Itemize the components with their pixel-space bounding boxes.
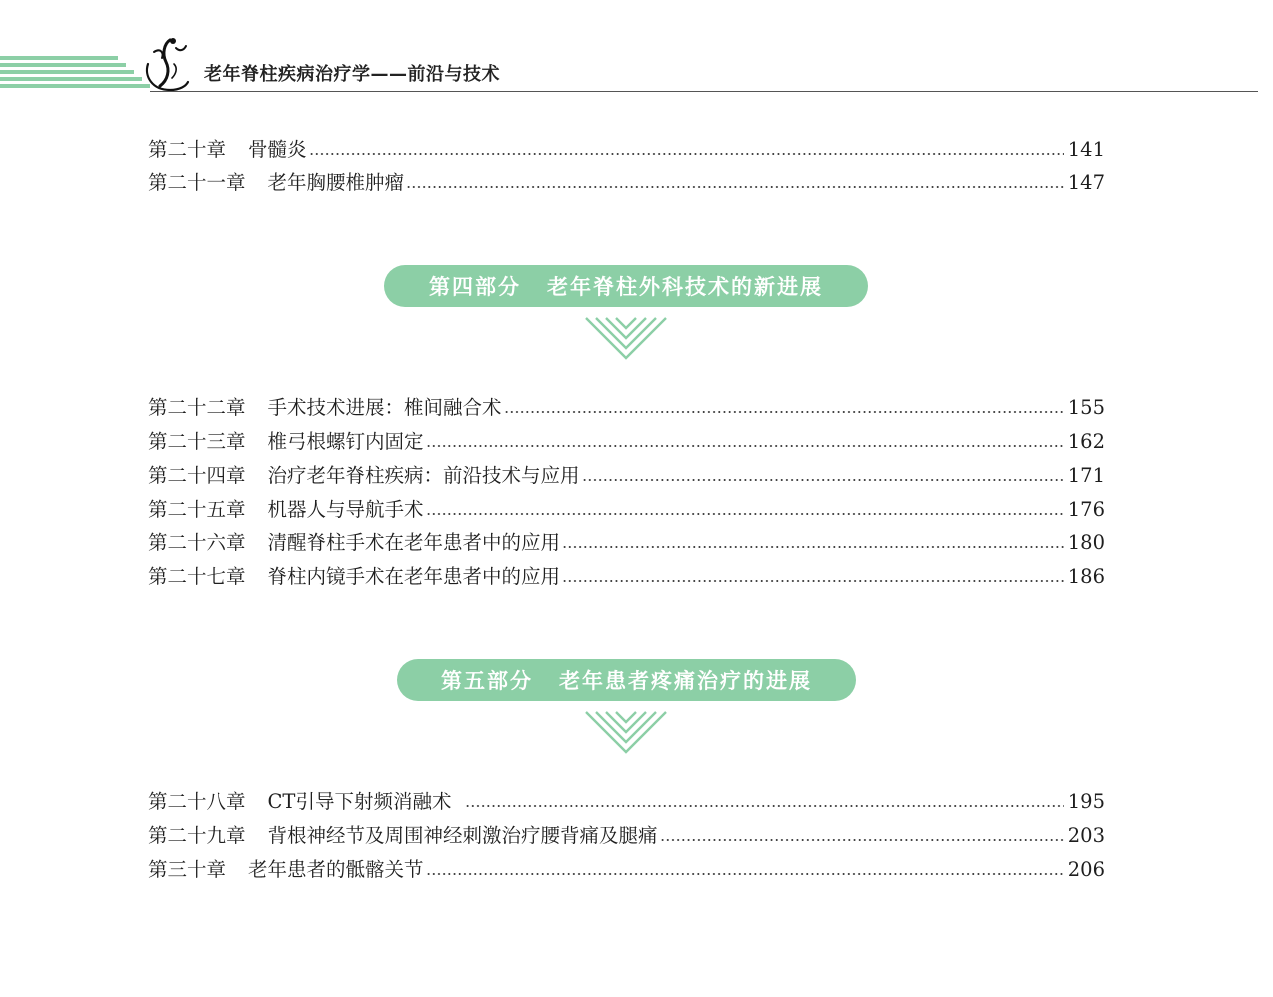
chapter-number: 第二十七章 bbox=[148, 565, 246, 588]
chapter-title: 骨髓炎 bbox=[248, 138, 307, 161]
chapter-number: 第三十章 bbox=[148, 858, 227, 881]
page-number: 155 bbox=[1067, 396, 1105, 419]
toc-entry[interactable] bbox=[148, 429, 1105, 455]
toc-entry[interactable] bbox=[148, 789, 1105, 815]
dot-leader bbox=[582, 478, 1064, 482]
toc-entry[interactable] bbox=[148, 170, 1105, 196]
chevron-down-icon bbox=[584, 316, 668, 362]
part-title: 老年脊柱外科技术的新进展 bbox=[547, 275, 823, 299]
chapter-title: 背根神经节及周围神经刺激治疗腰背痛及腿痛 bbox=[267, 824, 658, 847]
part-five-banner bbox=[397, 659, 856, 701]
chapter-number: 第二十四章 bbox=[148, 464, 246, 487]
chapter-title: 机器人与导航手术 bbox=[267, 498, 424, 521]
page-number: 206 bbox=[1067, 858, 1105, 881]
dot-leader bbox=[562, 545, 1064, 549]
toc-entry[interactable] bbox=[148, 497, 1105, 523]
page-number: 180 bbox=[1067, 531, 1105, 554]
chapter-number: 第二十一章 bbox=[148, 171, 246, 194]
dot-leader bbox=[660, 838, 1064, 842]
page-number: 171 bbox=[1067, 464, 1105, 487]
header-divider bbox=[150, 91, 1258, 92]
page-number: 162 bbox=[1067, 430, 1105, 453]
page-number: 195 bbox=[1067, 790, 1105, 813]
chapter-title: 老年患者的骶髂关节 bbox=[248, 858, 424, 881]
page-number: 141 bbox=[1067, 138, 1105, 161]
toc-entry[interactable] bbox=[148, 530, 1105, 556]
page-number: 203 bbox=[1067, 824, 1105, 847]
dot-leader bbox=[309, 152, 1064, 156]
dot-leader bbox=[465, 804, 1063, 808]
page-number: 186 bbox=[1067, 565, 1105, 588]
toc-entry[interactable] bbox=[148, 137, 1105, 163]
chapter-title: CT引导下射频消融术 bbox=[267, 790, 452, 813]
page-number: 176 bbox=[1067, 498, 1105, 521]
spine-figure-logo-icon bbox=[140, 34, 196, 94]
chapter-number: 第二十五章 bbox=[148, 498, 246, 521]
part-four-banner bbox=[384, 265, 868, 307]
chapter-number: 第二十八章 bbox=[148, 790, 246, 813]
book-title: 老年脊柱疾病治疗学——前沿与技术 bbox=[204, 64, 500, 85]
chapter-number: 第二十章 bbox=[148, 138, 227, 161]
chapter-title: 手术技术进展：椎间融合术 bbox=[267, 396, 502, 419]
dot-leader bbox=[426, 444, 1064, 448]
dot-leader bbox=[562, 579, 1064, 583]
dot-leader bbox=[406, 185, 1064, 189]
chapter-title: 老年胸腰椎肿瘤 bbox=[267, 171, 405, 194]
chapter-title: 脊柱内镜手术在老年患者中的应用 bbox=[267, 565, 561, 588]
chapter-number: 第二十二章 bbox=[148, 396, 246, 419]
part-label: 第五部分 bbox=[441, 669, 533, 693]
chapter-title: 清醒脊柱手术在老年患者中的应用 bbox=[267, 531, 561, 554]
chapter-number: 第二十六章 bbox=[148, 531, 246, 554]
toc-entry[interactable] bbox=[148, 857, 1105, 883]
chapter-number: 第二十三章 bbox=[148, 430, 246, 453]
toc-entry[interactable] bbox=[148, 463, 1105, 489]
dot-leader bbox=[426, 512, 1064, 516]
header-stripes bbox=[0, 54, 150, 94]
toc-entry[interactable] bbox=[148, 564, 1105, 590]
chapter-title: 椎弓根螺钉内固定 bbox=[267, 430, 424, 453]
part-title: 老年患者疼痛治疗的进展 bbox=[559, 669, 812, 693]
toc-entry[interactable] bbox=[148, 823, 1105, 849]
chevron-down-icon bbox=[584, 710, 668, 756]
dot-leader bbox=[504, 410, 1064, 414]
chapter-title: 治疗老年脊柱疾病：前沿技术与应用 bbox=[267, 464, 580, 487]
part-label: 第四部分 bbox=[429, 275, 521, 299]
chapter-number: 第二十九章 bbox=[148, 824, 246, 847]
toc-entry[interactable] bbox=[148, 395, 1105, 421]
page-number: 147 bbox=[1067, 171, 1105, 194]
dot-leader bbox=[426, 872, 1064, 876]
